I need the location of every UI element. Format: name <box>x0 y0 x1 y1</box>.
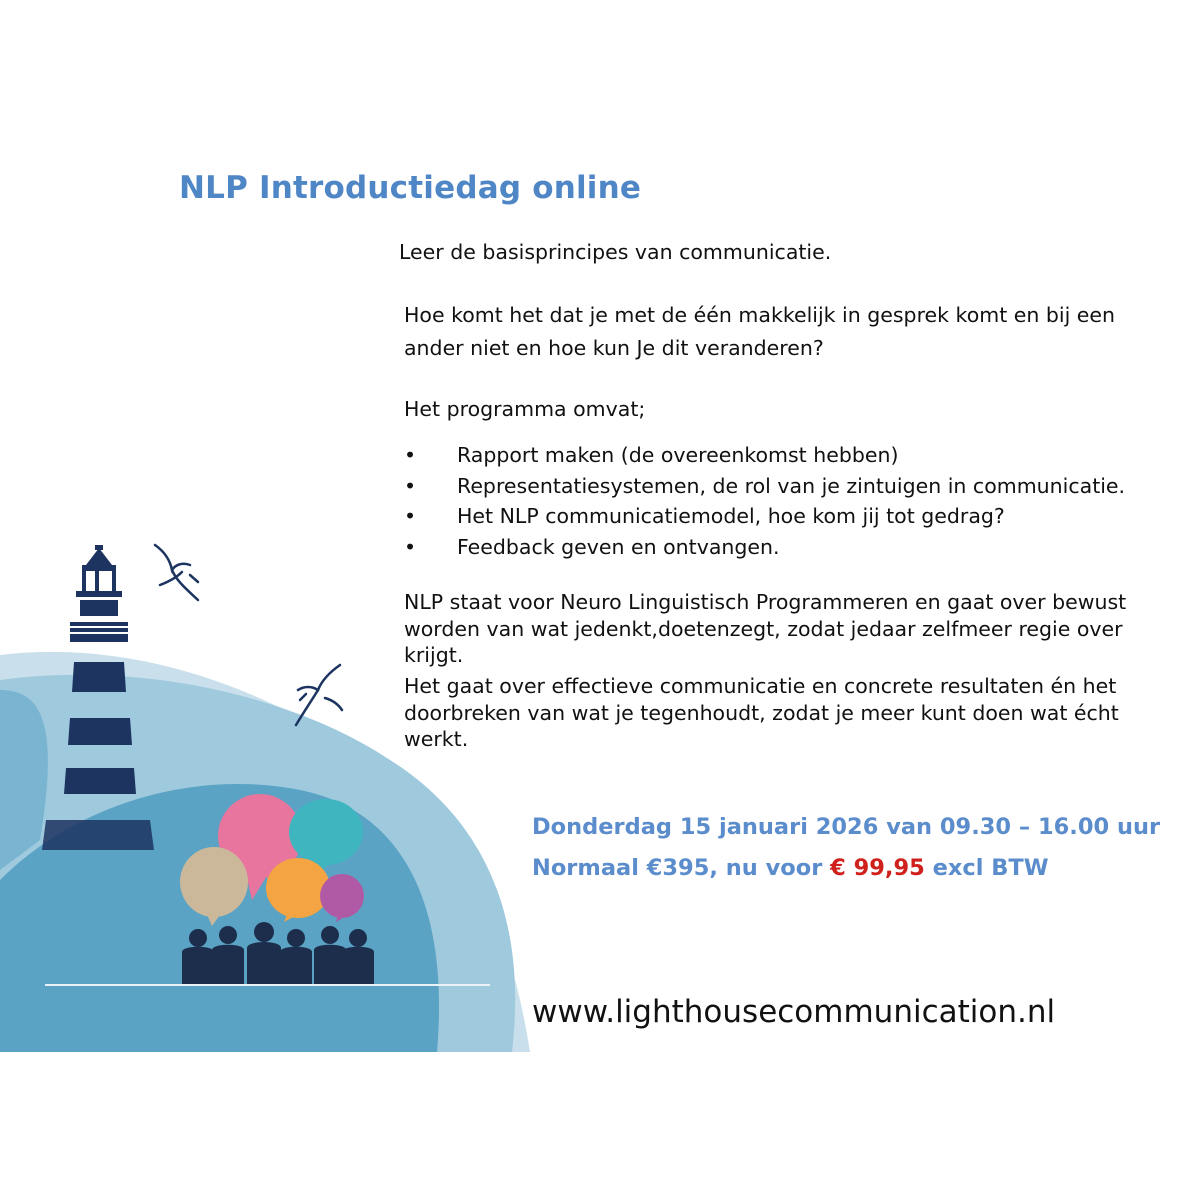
paragraph-line: werkt. <box>404 727 469 751</box>
paragraph-line: NLP staat voor Neuro Linguistisch Programmeren en gaat over bewust <box>404 590 1127 614</box>
list-item-label: Rapport maken (de overeenkomst hebben) <box>457 443 899 467</box>
program-heading: Het programma omvat; <box>404 397 646 421</box>
list-item <box>404 501 1125 532</box>
paragraph-line: doorbreken van wat je tegenhoudt, zodat je meer kunt doen wat écht <box>404 700 1119 725</box>
event-date: Donderdag 15 januari 2026 van 09.30 – 16.00 uur <box>532 814 1161 840</box>
list-item <box>404 532 1125 563</box>
question-line: Hoe komt het dat je met de één makkelijk in gesprek komt en bij een <box>404 303 1116 327</box>
intro-text: Leer de basisprincipes van communicatie. <box>399 240 832 264</box>
paragraph-line: Het gaat over effectieve communicatie en concrete resultaten én het <box>404 674 1117 698</box>
paragraph-line: worden van wat jedenkt,doetenzegt, zodat jedaar zelfmeer regie over <box>404 616 1123 641</box>
price-offer: € 99,95 <box>830 855 925 881</box>
bullet-icon: • <box>404 443 417 467</box>
paragraph-line: krijgt. <box>404 643 464 667</box>
website-link[interactable]: www.lighthousecommunication.nl <box>532 994 1056 1030</box>
page-title: NLP Introductiedag online <box>179 170 642 206</box>
event-price <box>532 855 1049 881</box>
bullet-icon: • <box>404 504 417 528</box>
about-paragraph <box>404 589 1126 669</box>
list-item-label: Feedback geven en ontvangen. <box>457 534 780 559</box>
question-line: ander niet en hoe kun Je dit veranderen? <box>404 336 824 360</box>
seagull-icon <box>155 545 198 600</box>
bullet-icon: • <box>404 473 417 498</box>
price-suffix: excl BTW <box>924 855 1049 881</box>
seagull-icon <box>296 665 342 725</box>
bullet-icon: • <box>404 534 417 559</box>
list-item-label: Representatiesystemen, de rol van je zintuigen in communicatie. <box>457 473 1126 498</box>
question-text <box>404 299 1115 365</box>
list-item-label: Het NLP communicatiemodel, hoe kom jij tot gedrag? <box>457 504 1005 528</box>
program-list <box>404 440 1125 562</box>
list-item <box>404 440 1125 471</box>
about-paragraph-2 <box>404 673 1119 753</box>
list-item <box>404 471 1125 502</box>
price-prefix: Normaal €395, nu voor <box>532 855 831 881</box>
